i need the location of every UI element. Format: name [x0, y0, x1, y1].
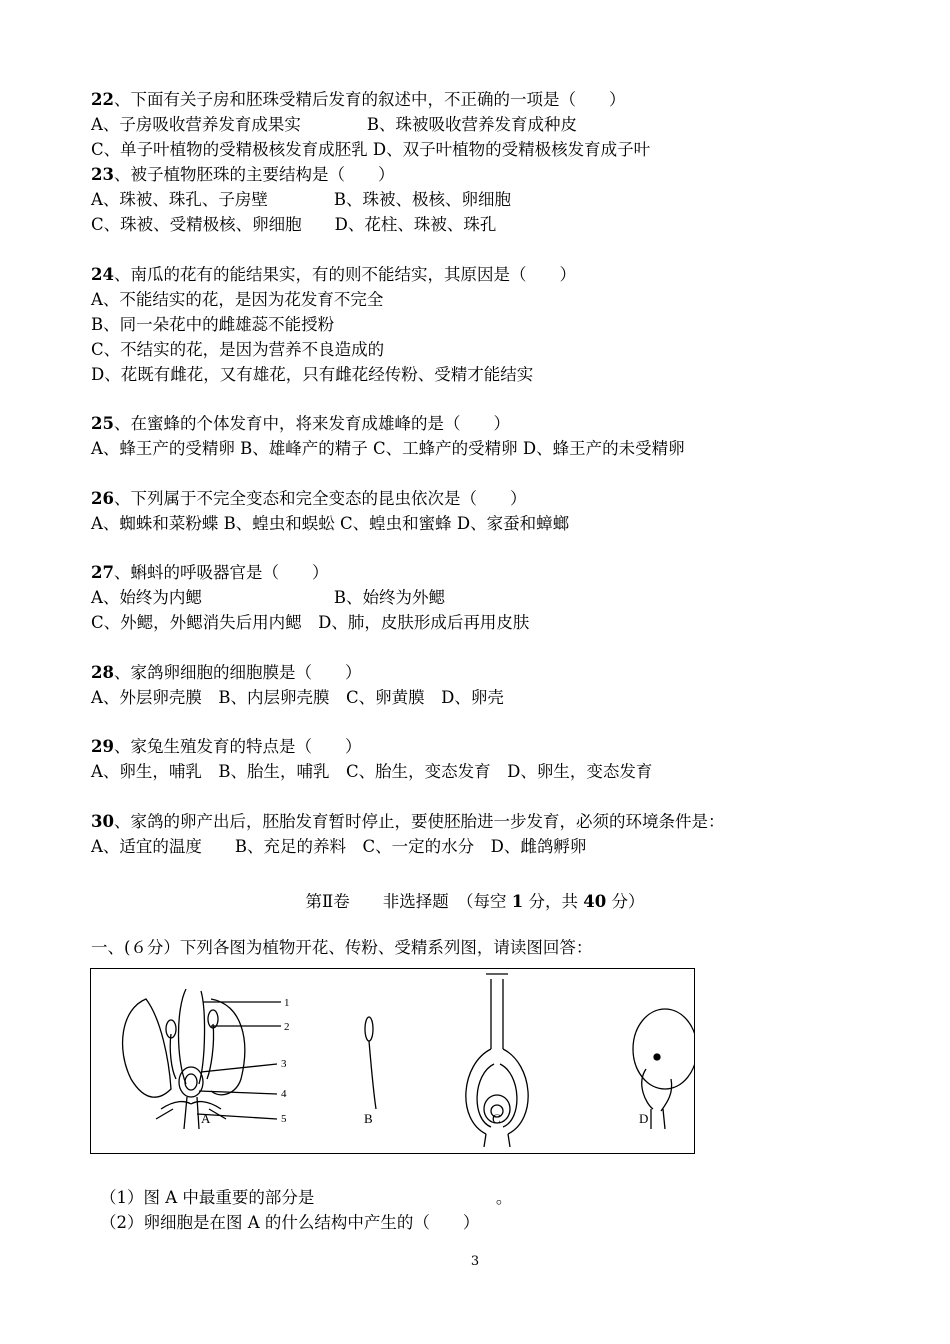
question-text: 、家鸽的卵产出后，胚胎发育暂时停止，要使胚胎进一步发育，必须的环境条件是：	[113, 812, 725, 831]
question-text: 、家兔生殖发育的特点是（ ）	[113, 737, 362, 756]
question-number: 27	[91, 563, 114, 582]
plant-figure-drawing	[91, 969, 694, 1153]
question-22-options-line: C、单子叶植物的受精极核发育成胚乳 D、双子叶植物的受精极核发育成子叶	[91, 140, 651, 159]
part-number-labels	[281, 997, 290, 1125]
question-28-stem	[91, 663, 361, 683]
question-text: 、蝌蚪的呼吸器官是（ ）	[113, 563, 329, 582]
question-25-options-line: A、蜂王产的受精卵 B、雄峰产的精子 C、工蜂产的受精卵 D、蜂王产的未受精卵	[91, 439, 685, 458]
part-label-5: 5	[281, 1113, 287, 1125]
question-24-options-line: C、不结实的花，是因为营养不良造成的	[91, 340, 385, 359]
question-30-options-line: A、适宜的温度 B、充足的养料 C、一定的水分 D、雌鸽孵卵	[91, 837, 587, 856]
question-29-options-line: A、卵生，哺乳 B、胎生，哺乳 C、胎生，变态发育 D、卵生，变态发育	[91, 762, 653, 781]
figure-label-b: B	[364, 1111, 373, 1126]
subquestion-1: （1）图 A 中最重要的部分是 。	[100, 1188, 513, 1207]
flower-diagram-a	[123, 989, 281, 1129]
question-number: 26	[91, 489, 114, 508]
question-30-stem	[91, 812, 724, 832]
question-text: 、南瓜的花有的能结果实，有的则不能结实，其原因是（ ）	[113, 265, 576, 284]
plant-figure	[90, 968, 695, 1154]
question-22-stem	[91, 90, 625, 110]
question-24-options-line: B、同一朵花中的雌雄蕊不能授粉	[91, 315, 335, 334]
question-text: 、下面有关子房和胚珠受精后发育的叙述中，不正确的一项是（ ）	[113, 90, 626, 109]
figure-label-a: A	[201, 1111, 211, 1126]
question-27-options-line: A、始终为内鳃 B、始终为外鳃	[91, 588, 446, 607]
part-label-4: 4	[281, 1088, 287, 1100]
question-number: 29	[91, 737, 114, 756]
question-25-stem	[91, 414, 510, 434]
figure-label-d: D	[639, 1111, 649, 1126]
question-number: 28	[91, 663, 114, 682]
pollen-diagram-b	[365, 1017, 376, 1109]
question-24-options-line: D、花既有雌花，又有雄花，只有雌花经传粉、受精才能结实	[91, 365, 534, 384]
question-number: 25	[91, 414, 114, 433]
question-27-options-line: C、外鳃，外鳃消失后用内鳃 D、肺，皮肤形成后再用皮肤	[91, 613, 530, 632]
question-number: 30	[91, 812, 114, 831]
question-29-stem	[91, 737, 361, 757]
question-27-stem	[91, 563, 328, 583]
question-text: 、家鸽卵细胞的细胞膜是（ ）	[113, 663, 362, 682]
part-label-1: 1	[284, 997, 290, 1009]
question-number: 22	[91, 90, 114, 109]
part-label-3: 3	[281, 1058, 287, 1070]
question-text: 、被子植物胚珠的主要结构是（ ）	[113, 165, 395, 184]
question-28-options-line: A、外层卵壳膜 B、内层卵壳膜 C、卵黄膜 D、卵壳	[91, 688, 504, 707]
figure-label-c: C	[492, 1111, 501, 1126]
question-number: 24	[91, 265, 114, 284]
question-23-options-line: A、珠被、珠孔、子房壁 B、珠被、极核、卵细胞	[91, 190, 512, 209]
question-26-stem	[91, 489, 526, 509]
question-24-options-line: A、不能结实的花，是因为花发育不完全	[91, 290, 384, 309]
section-title: 第Ⅱ卷 非选择题 （每空 1 分，共 40 分）	[305, 892, 645, 911]
part-label-2: 2	[284, 1021, 290, 1033]
question-26-options-line: A、蜘蛛和菜粉蝶 B、蝗虫和蜈蚣 C、蝗虫和蜜蜂 D、家蚕和蟑螂	[91, 514, 570, 533]
question-23-options-line: C、珠被、受精极核、卵细胞 D、花柱、珠被、珠孔	[91, 215, 497, 234]
question-24-stem	[91, 265, 576, 285]
question-text: 、在蜜蜂的个体发育中，将来发育成雄峰的是（ ）	[113, 414, 510, 433]
question-22-options-line: A、子房吸收营养发育成果实 B、珠被吸收营养发育成种皮	[91, 115, 578, 134]
question-number: 23	[91, 165, 114, 184]
subquestion-2: （2）卵细胞是在图 A 的什么结构中产生的（ ）	[100, 1213, 480, 1232]
question-23-stem	[91, 165, 394, 185]
part-one-instruction: 一、(６分）下列各图为植物开花、传粉、受精系列图，请读图回答：	[91, 938, 593, 957]
question-text: 、下列属于不完全变态和完全变态的昆虫依次是（ ）	[113, 489, 527, 508]
page-number: 3	[470, 1254, 480, 1269]
